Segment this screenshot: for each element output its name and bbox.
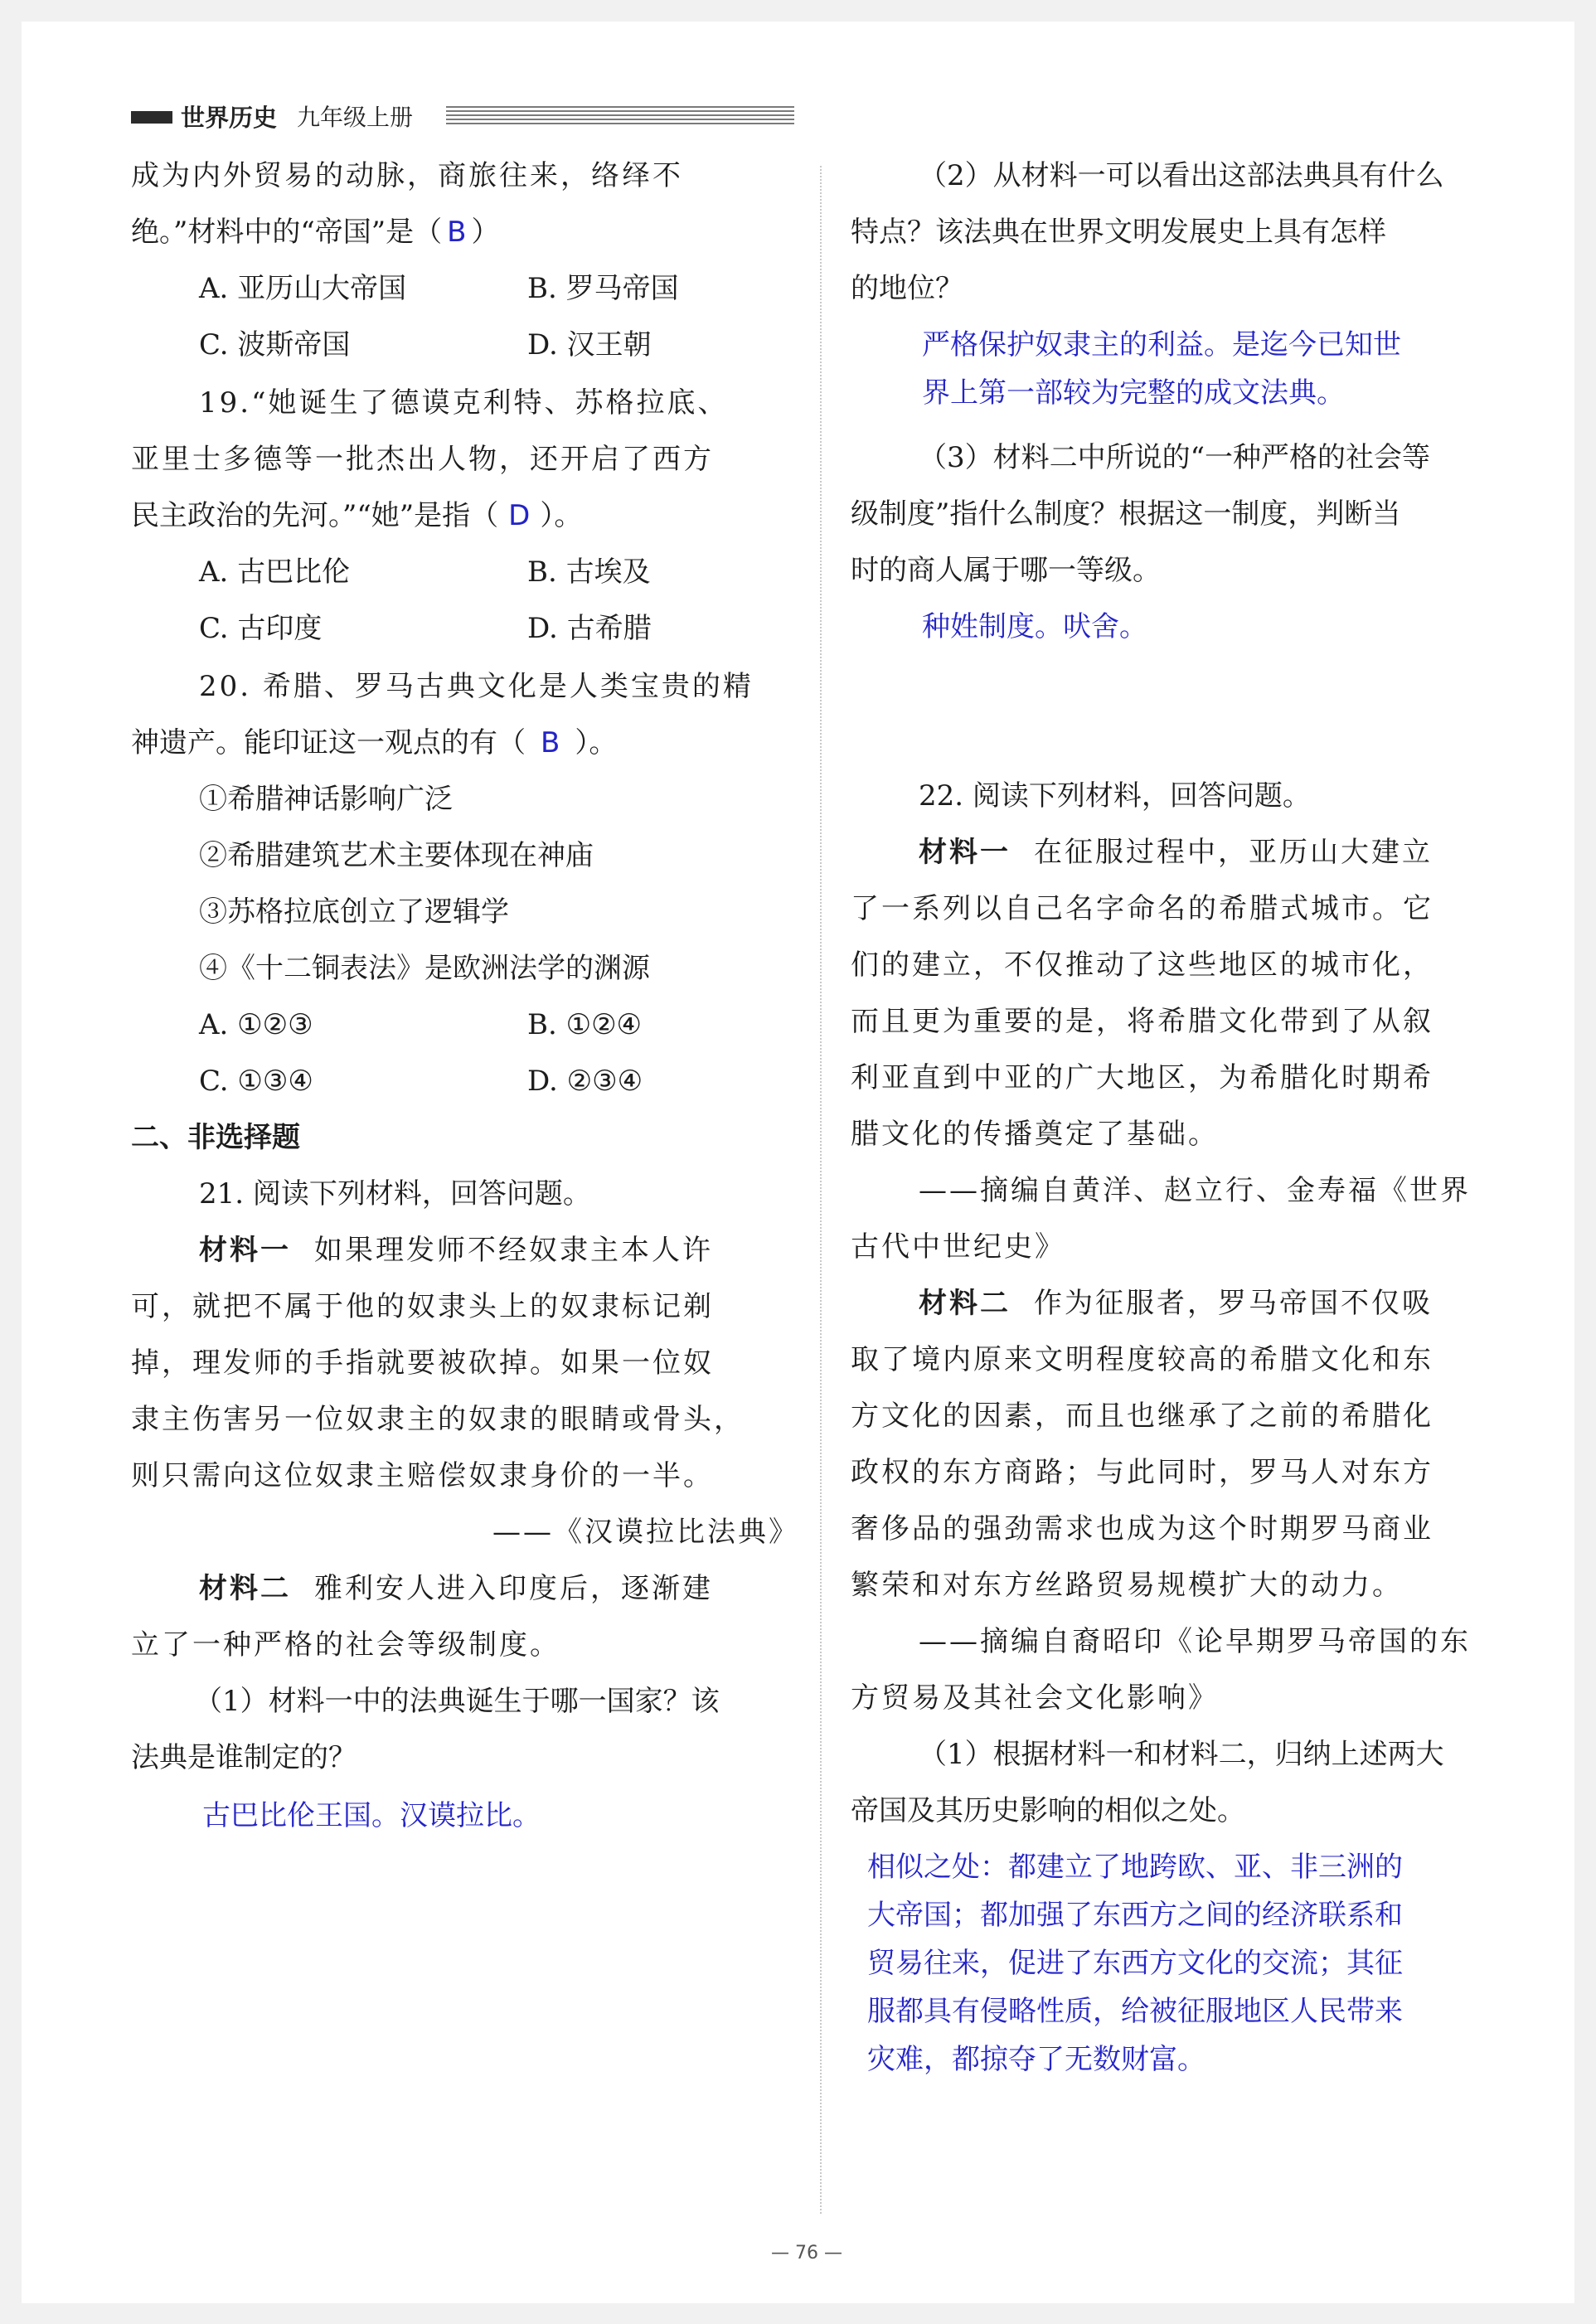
q20-line1: 20. 希腊、罗马古典文化是人类宝贵的精 xyxy=(199,670,754,703)
q18-answer: B xyxy=(447,216,467,249)
q22-question1-line1: （1）根据材料一和材料二，归纳上述两大 xyxy=(919,1738,1444,1771)
q21-question1-line2: 法典是谁制定的？ xyxy=(131,1741,357,1774)
q19-line3-post: ）。 xyxy=(540,499,583,532)
q18-line2-post: ） xyxy=(471,216,500,249)
q19-option-a: A. 古巴比伦 xyxy=(199,556,351,589)
q21-question3-line1: （3）材料二中所说的“一种严格的社会等 xyxy=(919,441,1431,474)
q18-option-d: D. 汉王朝 xyxy=(527,328,652,361)
q19-line3-pre: 民主政治的先河。”“她”是指（ xyxy=(131,499,499,532)
q21-material2-line2: 立了一种严格的社会等级制度。 xyxy=(131,1628,560,1662)
q22-material2-line4: 政权的东方商路；与此同时，罗马人对东方 xyxy=(851,1456,1433,1489)
running-header xyxy=(131,98,678,139)
q22-answer1-line1: 相似之处：都建立了地跨欧、亚、非三洲的 xyxy=(867,1851,1403,1884)
header-rule-lines xyxy=(446,106,794,126)
q18-line2 xyxy=(131,216,499,250)
q21-answer1: 古巴比伦王国。汉谟拉比。 xyxy=(202,1799,541,1832)
q21-answer2-line2: 界上第一部较为完整的成文法典。 xyxy=(922,376,1345,410)
q21-material1-line1 xyxy=(199,1234,713,1268)
q22-material1-line3: 们的建立，不仅推动了这些地区的城市化， xyxy=(851,949,1433,982)
q22-material2-text1: 作为征服者，罗马帝国不仅吸 xyxy=(1034,1287,1433,1320)
q21-question2-line2: 特点？该法典在世界文明发展史上具有怎样 xyxy=(851,216,1386,249)
q18-option-c: C. 波斯帝国 xyxy=(199,328,351,361)
q20-option-a: A. ①②③ xyxy=(199,1008,313,1041)
q18-option-b: B. 罗马帝国 xyxy=(527,272,679,305)
q18-line1: 成为内外贸易的动脉，商旅往来，络绎不 xyxy=(131,159,683,192)
q20-item-2: ②希腊建筑艺术主要体现在神庙 xyxy=(199,839,594,872)
q20-line2-post: ）。 xyxy=(575,726,618,759)
q22-material2-source2: 方贸易及其社会文化影响》 xyxy=(851,1681,1219,1715)
q21-material1-line2: 可，就把不属于他的奴隶头上的奴隶标记剃 xyxy=(131,1290,714,1323)
q19-line3 xyxy=(131,499,582,533)
q20-option-c: C. ①③④ xyxy=(199,1065,313,1098)
q20-line2 xyxy=(131,726,617,760)
q20-option-b: B. ①②④ xyxy=(527,1008,643,1041)
q21-material1-label: 材料一 xyxy=(199,1234,291,1267)
q21-intro: 21. 阅读下列材料，回答问题。 xyxy=(199,1177,591,1211)
q21-question1-line1: （1）材料一中的法典诞生于哪一国家？该 xyxy=(194,1685,720,1718)
page-number-value: 76 xyxy=(795,2243,818,2263)
q19-answer: D xyxy=(508,499,531,532)
q19-option-b: B. 古埃及 xyxy=(527,556,651,589)
q22-material1-line2: 了一系列以自己名字命名的希腊式城市。它 xyxy=(851,892,1433,925)
q22-material1-line5: 利亚直到中亚的广大地区，为希腊化时期希 xyxy=(851,1061,1433,1094)
q22-material2-line3: 方文化的因素，而且也继承了之前的希腊化 xyxy=(851,1400,1433,1433)
q21-question2-line3: 的地位？ xyxy=(851,272,963,305)
q20-answer: B xyxy=(541,726,560,759)
q22-material1-source2: 古代中世纪史》 xyxy=(851,1230,1065,1264)
q22-answer1-line3: 贸易往来，促进了东西方文化的交流；其征 xyxy=(867,1947,1403,1980)
q22-material1-text1: 在征服过程中，亚历山大建立 xyxy=(1034,836,1433,869)
column-divider xyxy=(820,166,822,2214)
q20-item-4: ④《十二铜表法》是欧洲法学的渊源 xyxy=(199,952,650,985)
section-heading: 二、非选择题 xyxy=(131,1121,300,1154)
q22-answer1-line2: 大帝国；都加强了东西方之间的经济联系和 xyxy=(867,1899,1403,1932)
q19-option-d: D. 古希腊 xyxy=(527,612,652,645)
q20-line2-pre: 神遗产。能印证这一观点的有（ xyxy=(131,726,526,759)
q20-item-3: ③苏格拉底创立了逻辑学 xyxy=(199,895,509,929)
q21-material2-text1: 雅利安人进入印度后，逐渐建 xyxy=(314,1572,713,1605)
q22-material1-line4: 而且更为重要的是，将希腊文化带到了从叙 xyxy=(851,1005,1433,1038)
q19-option-c: C. 古印度 xyxy=(199,612,323,645)
q22-question1-line2: 帝国及其历史影响的相似之处。 xyxy=(851,1794,1245,1827)
q22-answer1-line4: 服都具有侵略性质，给被征服地区人民带来 xyxy=(867,1995,1403,2028)
q21-material1-line3: 掉，理发师的手指就要被砍掉。如果一位奴 xyxy=(131,1346,714,1380)
header-title: 世界历史 xyxy=(181,104,278,132)
q21-question3-line2: 级制度”指什么制度？根据这一制度，判断当 xyxy=(851,497,1401,531)
q21-material2-label: 材料二 xyxy=(199,1572,291,1605)
q21-answer2-line1: 严格保护奴隶主的利益。是迄今已知世 xyxy=(922,328,1401,361)
q22-intro: 22. 阅读下列材料，回答问题。 xyxy=(919,779,1311,813)
q20-item-1: ①希腊神话影响广泛 xyxy=(199,783,453,816)
q22-material2-line6: 繁荣和对东方丝路贸易规模扩大的动力。 xyxy=(851,1569,1403,1602)
q22-material1-label: 材料一 xyxy=(919,836,1011,869)
q22-material1-line1 xyxy=(919,836,1433,870)
header-subtitle: 九年级上册 xyxy=(297,104,414,131)
q22-material2-line2: 取了境内原来文明程度较高的希腊文化和东 xyxy=(851,1343,1433,1376)
q21-answer3: 种姓制度。吠舍。 xyxy=(922,610,1147,643)
q22-material1-source1: ——摘编自黄洋、赵立行、金寿福《世界 xyxy=(919,1174,1471,1207)
q22-material1-line6: 腊文化的传播奠定了基础。 xyxy=(851,1118,1219,1151)
q19-line1: 19.“她诞生了德谟克利特、苏格拉底、 xyxy=(199,386,729,420)
q21-material1-source: ——《汉谟拉比法典》 xyxy=(492,1516,799,1549)
q22-material2-line1 xyxy=(919,1287,1433,1321)
q22-material2-source1: ——摘编自裔昭印《论早期罗马帝国的东 xyxy=(919,1625,1471,1658)
q21-material1-line4: 隶主伤害另一位奴隶主的奴隶的眼睛或骨头， xyxy=(131,1403,745,1436)
q22-material2-label: 材料二 xyxy=(919,1287,1011,1320)
q20-option-d: D. ②③④ xyxy=(527,1065,643,1098)
q21-question2-line1: （2）从材料一可以看出这部法典具有什么 xyxy=(919,159,1444,192)
q21-material2-line1 xyxy=(199,1572,713,1606)
q18-option-a: A. 亚历山大帝国 xyxy=(199,272,407,305)
q18-line2-pre: 绝。”材料中的“帝国”是（ xyxy=(131,216,443,249)
q21-question3-line3: 时的商人属于哪一等级。 xyxy=(851,554,1161,587)
q22-answer1-line5: 灾难，都掠夺了无数财富。 xyxy=(867,2043,1205,2076)
header-bar-icon xyxy=(131,111,172,124)
q21-material1-line5: 则只需向这位奴隶主赔偿奴隶身价的一半。 xyxy=(131,1459,714,1492)
page-number: — 76 — xyxy=(771,2243,842,2263)
q19-line2: 亚里士多德等一批杰出人物，还开启了西方 xyxy=(131,443,714,476)
q22-material2-line5: 奢侈品的强劲需求也成为这个时期罗马商业 xyxy=(851,1512,1433,1545)
q21-material1-text1: 如果理发师不经奴隶主本人许 xyxy=(314,1234,713,1267)
